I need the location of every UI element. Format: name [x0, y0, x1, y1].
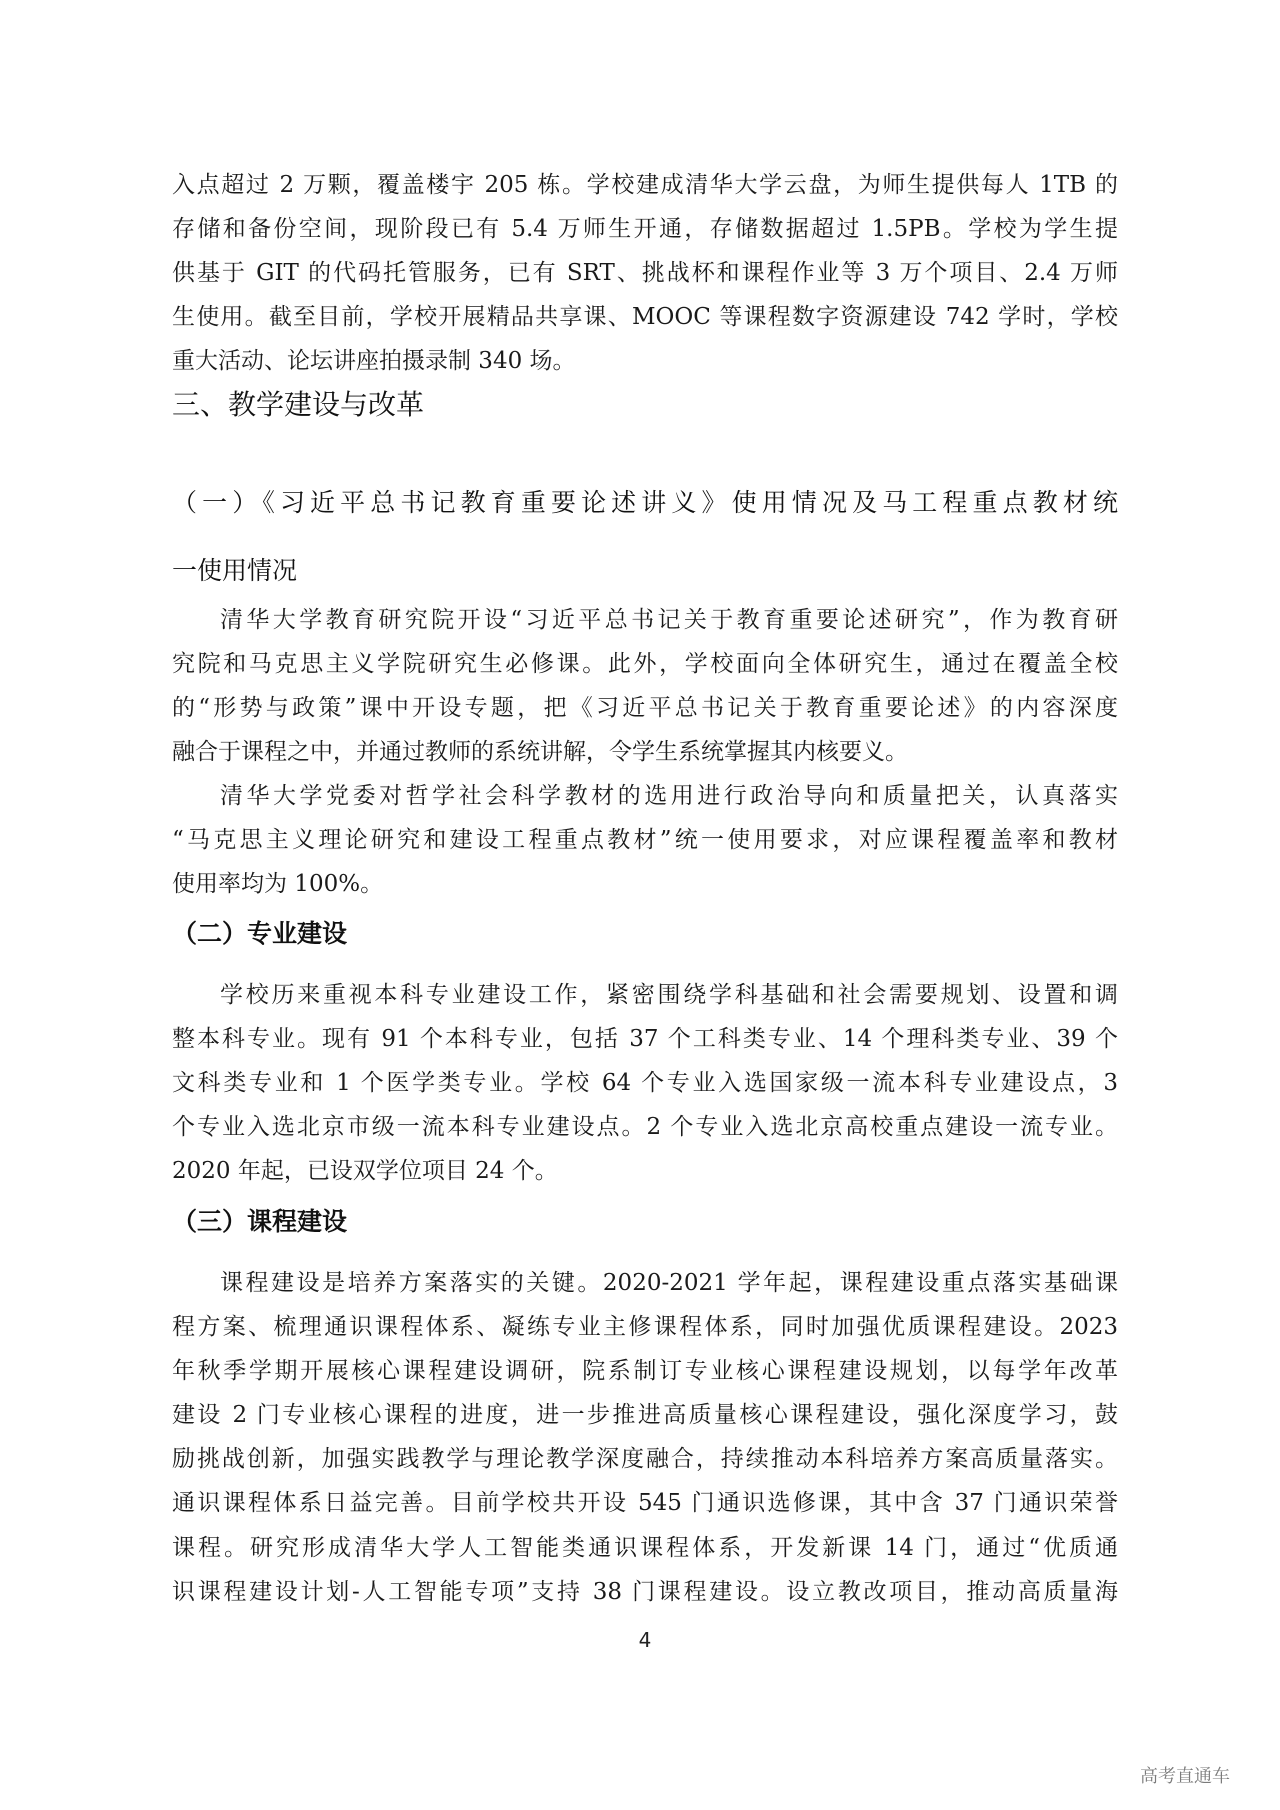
body-text-line: 励挑战创新，加强实践教学与理论教学深度融合，持续推动本科培养方案高质量落实。 — [172, 1446, 1118, 1472]
body-text-line: 生使用。截至目前，学校开展精品共享课、MOOC 等课程数字资源建设 742 学时，学校 — [172, 304, 1118, 330]
body-text-line: 个专业入选北京市级一流本科专业建设点。2 个专业入选北京高校重点建设一流专业。 — [172, 1114, 1118, 1140]
body-text-line: 存储和备份空间，现阶段已有 5.4 万师生开通，存储数据超过 1.5PB。学校为学生提 — [172, 216, 1118, 242]
body-text-line: 程方案、梳理通识课程体系、凝练专业主修课程体系，同时加强优质课程建设。2023 — [172, 1314, 1118, 1340]
body-text-line: 供基于 GIT 的代码托管服务，已有 SRT、挑战杯和课程作业等 3 万个项目、2.4 万师 — [172, 260, 1118, 286]
body-text-line: 课程建设是培养方案落实的关键。2020-2021 学年起，课程建设重点落实基础课 — [220, 1270, 1118, 1296]
body-text-line: 文科类专业和 1 个医学类专业。学校 64 个专业入选国家级一流本科专业建设点，3 — [172, 1070, 1118, 1096]
body-text-line: 通识课程体系日益完善。目前学校共开设 545 门通识选修课，其中含 37 门通识荣誉 — [172, 1490, 1118, 1516]
body-text-line: 建设 2 门专业核心课程的进度，进一步推进高质量核心课程建设，强化深度学习，鼓 — [172, 1402, 1118, 1428]
body-text-line: 年秋季学期开展核心课程建设调研，院系制订专业核心课程建设规划，以每学年改革 — [172, 1358, 1118, 1384]
body-text-line: 清华大学教育研究院开设“习近平总书记关于教育重要论述研究”，作为教育研 — [220, 607, 1118, 633]
body-text-line: 识课程建设计划-人工智能专项”支持 38 门课程建设。设立教改项目，推动高质量海 — [172, 1579, 1118, 1605]
body-text-line: 整本科专业。现有 91 个本科专业，包括 37 个工科类专业、14 个理科类专业、39 个 — [172, 1026, 1118, 1052]
body-text-line: 融合于课程之中，并通过教师的系统讲解，令学生系统掌握其内核要义。 — [172, 739, 908, 765]
body-text-line: 的“形势与政策”课中开设专题，把《习近平总书记关于教育重要论述》的内容深度 — [172, 695, 1118, 721]
watermark: 高考直通车 — [1140, 1766, 1230, 1787]
subsection-heading: （三）课程建设 — [172, 1207, 348, 1236]
body-text-line: “马克思主义理论研究和建设工程重点教材”统一使用要求，对应课程覆盖率和教材 — [172, 827, 1118, 853]
subsection-heading-line: （一）《习近平总书记教育重要论述讲义》使用情况及马工程重点教材统 — [172, 488, 1118, 517]
subsection-heading-line: 一使用情况 — [172, 556, 298, 585]
section-heading: 三、教学建设与改革 — [172, 388, 425, 421]
page-number: 4 — [638, 1628, 652, 1652]
body-text-line: 重大活动、论坛讲座拍摄录制 340 场。 — [172, 348, 576, 374]
subsection-heading: （二）专业建设 — [172, 919, 348, 948]
body-text-line: 2020 年起，已设双学位项目 24 个。 — [172, 1158, 558, 1184]
body-text-line: 学校历来重视本科专业建设工作，紧密围绕学科基础和社会需要规划、设置和调 — [220, 982, 1118, 1008]
body-text-line: 究院和马克思主义学院研究生必修课。此外，学校面向全体研究生，通过在覆盖全校 — [172, 651, 1118, 677]
body-text-line: 使用率均为 100%。 — [172, 871, 384, 897]
body-text-line: 课程。研究形成清华大学人工智能类通识课程体系，开发新课 14 门，通过“优质通 — [172, 1535, 1118, 1561]
body-text-line: 入点超过 2 万颗，覆盖楼宇 205 栋。学校建成清华大学云盘，为师生提供每人 1TB 的 — [172, 172, 1118, 198]
body-text-line: 清华大学党委对哲学社会科学教材的选用进行政治导向和质量把关，认真落实 — [220, 783, 1118, 809]
